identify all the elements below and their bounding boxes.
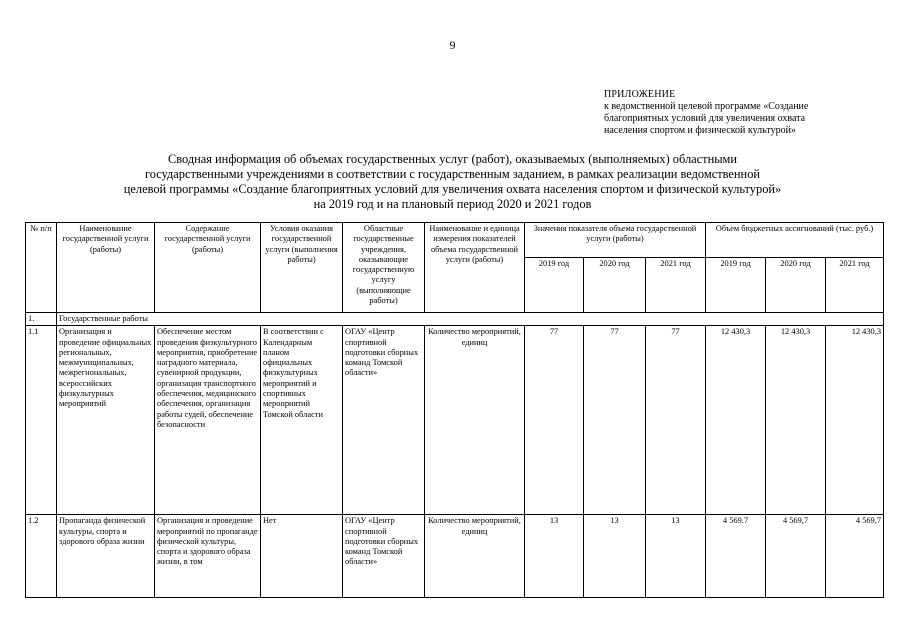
table-row [26, 515, 884, 598]
row-value-2019: 77 [525, 326, 584, 515]
header-conditions: Условия оказания государственной услуги (выполнения работы) [261, 223, 343, 313]
row-num: 1.2 [26, 515, 57, 598]
appendix-heading: ПРИЛОЖЕНИЕ [604, 89, 676, 100]
header-content: Содержание государственной услуги (работы) [155, 223, 261, 313]
year-header: 2020 год [766, 258, 826, 313]
header-budget: Объем бюджетных ассигнований (тыс. руб.) [706, 223, 884, 258]
appendix-line: населения спортом и физической культурой» [604, 125, 796, 136]
row-value-2021: 77 [646, 326, 706, 515]
row-service-name: Организация и проведение официальных региональных, межмуниципальных, межрегиональных, всероссийских физкультурных мероприятий [57, 326, 155, 515]
year-header: 2021 год [826, 258, 884, 313]
header-institutions: Областные государственные учреждения, оказывающие государственную услугу (выполняющие работы) [343, 223, 425, 313]
section-num: 1. [26, 313, 57, 326]
header-indicator-values: Значения показателя объема государственной услуги (работы) [525, 223, 706, 258]
document-title [40, 152, 865, 212]
row-budget-2019: 12 430,3 [706, 326, 766, 515]
title-line: Сводная информация об объемах государственных услуг (работ), оказываемых (выполняемых) областными [167, 152, 738, 166]
year-header: 2020 год [584, 258, 646, 313]
row-budget-2019: 4 569.7 [706, 515, 766, 598]
page-number: 9 [449, 38, 456, 52]
row-conditions: Нет [261, 515, 343, 598]
row-value-2020: 13 [584, 515, 646, 598]
section-label: Государственные работы [57, 313, 884, 326]
table-header-row [26, 223, 884, 258]
title-line: на 2019 год и на плановый период 2020 и 2021 годов [313, 197, 592, 211]
row-budget-2020: 12 430,3 [766, 326, 826, 515]
row-content: Обеспечение местом проведения физкультурного мероприятия, приобретение наградного материала, сувенирной продукции, организация транспортного обеспечения, медицинского обеспечения, организация работы судей, обеспечение безопасности [155, 326, 261, 515]
row-budget-2020: 4 569,7 [766, 515, 826, 598]
header-service-name: Наименование государственной услуги (работы) [57, 223, 155, 313]
row-value-2021: 13 [646, 515, 706, 598]
row-budget-2021: 12 430,3 [826, 326, 884, 515]
row-num: 1.1 [26, 326, 57, 515]
services-table [25, 222, 884, 598]
row-value-2019: 13 [525, 515, 584, 598]
table-row [26, 326, 884, 515]
header-indicator: Наименование и единица измерения показателей объема государственной услуги (работы) [425, 223, 525, 313]
appendix-line: к ведомственной целевой программе «Создание [604, 101, 809, 112]
row-content: Организация и проведение мероприятий по пропаганде физической культуры, спорта и здорового образа жизни, в том [155, 515, 261, 598]
row-service-name: Пропаганда физической культуры, спорта и здорового образа жизни [57, 515, 155, 598]
row-indicator: Количество мероприятий, единиц [425, 326, 525, 515]
row-institution: ОГАУ «Центр спортивной подготовки сборных команд Томской области» [343, 515, 425, 598]
row-value-2020: 77 [584, 326, 646, 515]
year-header: 2021 год [646, 258, 706, 313]
appendix-line: благоприятных условий для увеличения охвата [604, 113, 806, 124]
section-row [26, 313, 884, 326]
appendix-block [604, 89, 894, 137]
row-budget-2021: 4 569,7 [826, 515, 884, 598]
row-indicator: Количество мероприятий, единиц [425, 515, 525, 598]
title-line: целевой программы «Создание благоприятных условий для увеличения охвата населения спортом и физической культурой» [123, 182, 782, 196]
row-conditions: В соответствии с Календарным планом официальных физкультурных мероприятий и спортивных мероприятий Томской области [261, 326, 343, 515]
year-header: 2019 год [525, 258, 584, 313]
year-header: 2019 год [706, 258, 766, 313]
header-num: № п/п [26, 223, 57, 313]
title-line: государственными учреждениями в соответствии с государственным заданием, в рамках реализации ведомственной [144, 167, 761, 181]
row-institution: ОГАУ «Центр спортивной подготовки сборных команд Томской области» [343, 326, 425, 515]
